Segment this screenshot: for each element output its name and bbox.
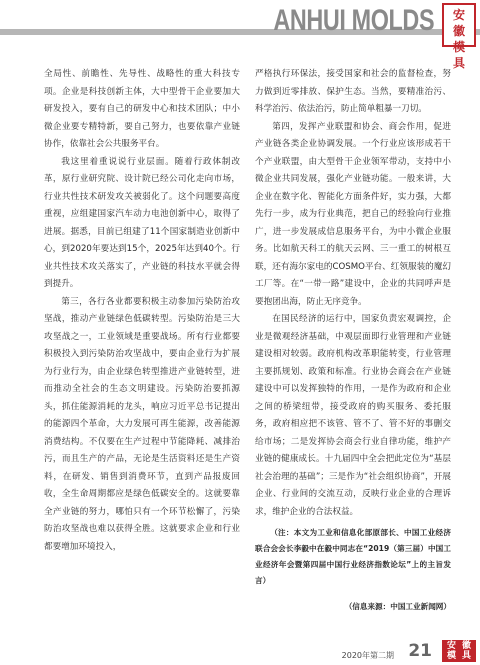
brand-char: 模 (452, 40, 465, 54)
issue-label: 2020年第二期 (341, 651, 394, 660)
brand-char: 安 (452, 8, 465, 22)
footer-brand-logo (442, 640, 476, 662)
paragraph: 全局性、前瞻性、先导性、战略性的重大科技专项。企业是科技创新主体，大中型骨干企业要加大研发投入，要有自己的研发中心和技术团队；中小微企业要专精特新，要自己努力，也要依靠产业链协作，依靠社会公共服务平台。 (44, 69, 240, 149)
left-column (44, 66, 240, 556)
brand-char: 徽 (452, 24, 465, 38)
paragraph: 第四，发挥产业联盟和协会、商会作用，促进产业链各类企业协调发展。一个行业应该形成若干个产业联盟，由大型骨干企业领军带动，支持中小微企业共同发展，强化产业链功能。一般来讲，大企业在数字化、智能化方面条件好，实力强，大都先行一步，成为行业典范，把自己的经验向行业推广，进一步发展成信息服务平台，为中小微企业服务。比如航天科工的航天云网、三一重工的树根互联，还有海尔家电的COSMO平台、红领服装的魔幻工厂等。在“一带一路”建设中，企业的共同呼声是要抱团出海，防止无序竞争。 (255, 121, 451, 307)
brand-char: 具 (461, 651, 471, 661)
paragraph: 第三，各行各业都要积极主动参加污染防治攻坚战，推动产业链绿色低碳转型。污染防治是三大攻坚战之一，工业领域是重要战场。所有行业都要积极投入到污染防治攻坚战中，要由企业行为扩展为行业行为，由企业绿色转型推进产业链转型，进而推动全社会的生态文明建设。污染防治要抓源头，抓住能源消耗的龙头，响应习近平总书记提出的能源四个革命，大力发展可再生能源，改善能源消费结构。不仅要在生产过程中节能降耗、减排治污，而且生产的产品，无论是生活资料还是生产资料，在研发、销售到消费环节，直到产品报废回收，全生命周期都应是绿色低碳安全的。这就要靠全产业链的努力，哪怕只有一个环节松懈了，污染防治攻坚战也难以获得全胜。这就要求企业和行业都要增加环境投入， (44, 296, 240, 552)
paragraph: 严格执行环保法，接受国家和社会的监督检查，努力做到近零排放、保护生态。当然，要精准治污、科学治污、依法治污，防止简单粗暴一刀切。 (255, 69, 451, 114)
brand-char: 徽 (461, 641, 471, 651)
paragraph: 我这里着重说说行业层面。随着行政体制改革，原行业研究院、设计院已经公司化走向市场，行业共性技术研发攻关被弱化了。这个问题要高度重视，应组建国家汽车动力电池创新中心，取得了进展。据悉，目前已组建了11个国家制造业创新中心，到2020年要达到15个，2025年达到40个。行业共性技术攻关落实了，产业链的科技水平就会得到提升。 (44, 156, 240, 289)
paragraph: 在国民经济的运行中，国家负责宏观调控，企业是微观经济基础，中观层面即行业管理和产业链建设相对较弱。政府机构改革职能转变，行业管理主要抓规划、政策和标准。行业协会商会在产业链建设中可以发挥独特的作用，一是作为政府和企业之间的桥梁纽带，接受政府的购买服务、委托服务，政府相应把不该管、管不了、管不好的事删交给市场；二是发挥协会商会行业自律功能，维护产业链的健康成长。十九届四中全会把此定位为“基层社会治理的基础”；三是作为“社会组织协商”，开展企业、行业间的交流互动，反映行业企业的合理诉求，维护企业的合法权益。 (255, 314, 451, 517)
masthead-title: ANHUI MOLDS (273, 4, 434, 37)
source-credit: （信息来源：中国工业新闻网） (344, 602, 451, 611)
brand-char: 具 (452, 56, 465, 70)
brand-char: 安 (446, 641, 456, 651)
brand-logo (442, 3, 476, 70)
brand-char: 模 (446, 651, 456, 661)
right-column (255, 66, 451, 615)
author-note: （注：本文为工业和信息化部原部长、中国工业经济联合会会长李毅中在毅中同志在“2019（第三届）中国工业经济年会暨第四届中国行业经济指数论坛”上的主旨发言） (255, 528, 451, 585)
page-number: 21 (408, 641, 432, 661)
